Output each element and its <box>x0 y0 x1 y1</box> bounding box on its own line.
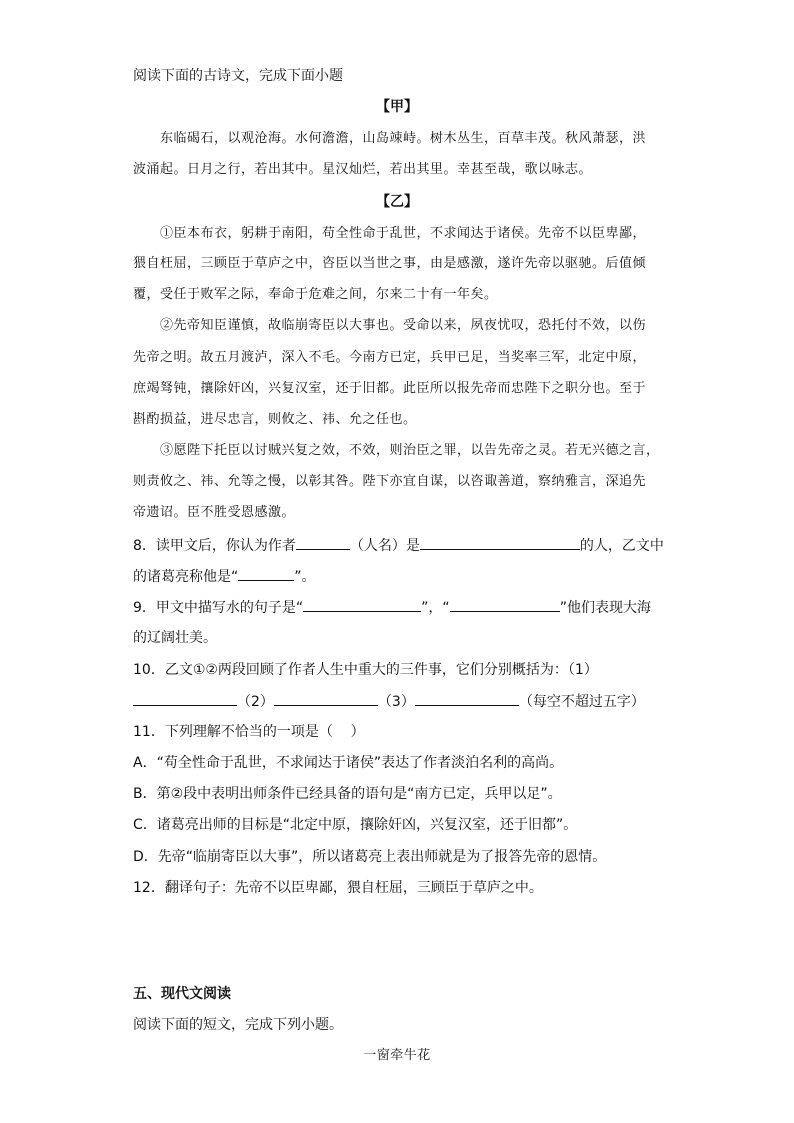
answer-blank-water-1[interactable] <box>303 597 421 612</box>
question-11-option-c[interactable]: C．诸葛亮出师的目标是“北定中原，攘除奸凶，兴复汉室，还于旧都”。 <box>133 817 578 833</box>
question-9-line-1: 9．甲文中描写水的句子是“ ”，“ ”他们表现大海 <box>133 597 651 618</box>
question-9-line-2: 的辽阔壮美。 <box>133 630 217 646</box>
jia-title: 【甲】 <box>376 99 418 115</box>
question-11-option-d[interactable]: D．先帝“临崩寄臣以大事”，所以诸葛亮上表出师就是为了报答先帝的恩情。 <box>133 849 607 865</box>
answer-blank-water-2[interactable] <box>450 597 560 612</box>
jia-line-2: 波涌起。日月之行，若出其中。星汉灿烂，若出其里。幸甚至哉，歌以咏志。 <box>133 162 593 177</box>
question-11-option-b[interactable]: B．第②段中表明出师条件已经具备的语句是“南方已定，兵甲以足”。 <box>133 786 562 802</box>
section-5-intro: 阅读下面的短文，完成下列小题。 <box>133 1017 343 1033</box>
question-11-stem: 11．下列理解不恰当的一项是（ ） <box>133 724 365 740</box>
question-10-line-2: （2） （3） （每空不超过五字） <box>133 691 645 712</box>
yi-line-7: 斟酌损益，进尽忠言，则攸之、祎、允之任也。 <box>133 412 417 427</box>
jia-line-1: 东临碣石，以观沧海。水何澹澹，山岛竦峙。树木丛生，百草丰茂。秋风萧瑟，洪 <box>160 131 647 146</box>
question-8-line-1: 8．读甲文后，你认为作者 （人名）是 的人，乙文中 <box>133 535 664 556</box>
yi-line-10: 帝遗诏。臣不胜受恩感激。 <box>133 505 296 520</box>
section-5-heading: 五、现代文阅读 <box>133 986 231 1002</box>
question-12: 12．翻译句子：先帝不以臣卑鄙，猥自枉屈，三顾臣于草庐之中。 <box>133 880 543 896</box>
question-11-option-a[interactable]: A．“苟全性命于乱世，不求闻达于诸侯”表达了作者淡泊名利的高尚。 <box>133 755 564 771</box>
yi-line-8: ③愿陛下托臣以讨贼兴复之效，不效，则治臣之罪，以告先帝之灵。若无兴德之言， <box>160 443 660 458</box>
article-title: 一窗牵牛花 <box>363 1048 431 1063</box>
answer-blank-event-2[interactable] <box>274 691 378 706</box>
answer-blank-title[interactable] <box>238 566 294 581</box>
answer-blank-author[interactable] <box>296 535 350 550</box>
question-10-line-1: 10．乙文①②两段回顾了作者人生中重大的三件事，它们分别概括为：（1） <box>133 662 598 678</box>
yi-line-1: ①臣本布衣，躬耕于南阳，苟全性命于乱世，不求闻达于诸侯。先帝不以臣卑鄙， <box>160 226 647 241</box>
yi-title: 【乙】 <box>376 194 418 210</box>
answer-blank-event-1[interactable] <box>133 691 237 706</box>
answer-blank-event-3[interactable] <box>415 691 519 706</box>
yi-line-4: ②先帝知臣谨慎，故临崩寄臣以大事也。受命以来，夙夜忧叹，恐托付不效，以伤 <box>160 318 647 333</box>
reading-intro: 阅读下面的古诗文，完成下面小题 <box>133 68 343 84</box>
question-8-line-2: 的诸葛亮称他是“ ”。 <box>133 566 316 587</box>
yi-line-6: 庶竭驽钝，攘除奸凶，兴复汉室，还于旧都。此臣所以报先帝而忠陛下之职分也。至于 <box>133 381 647 396</box>
yi-line-3: 覆，受任于败军之际，奉命于危难之间，尔来二十有一年矣。 <box>133 287 498 302</box>
yi-line-9: 则责攸之、祎、允等之慢，以彰其咎。陛下亦宜自谋，以咨诹善道，察纳雅言，深追先 <box>133 474 647 489</box>
answer-blank-description[interactable] <box>420 535 580 550</box>
yi-line-2: 猥自枉屈，三顾臣于草庐之中，咨臣以当世之事，由是感激，遂许先帝以驱驰。后值倾 <box>133 256 647 271</box>
yi-line-5: 先帝之明。故五月渡泸，深入不毛。今南方已定，兵甲已足，当奖率三军，北定中原， <box>133 350 647 365</box>
